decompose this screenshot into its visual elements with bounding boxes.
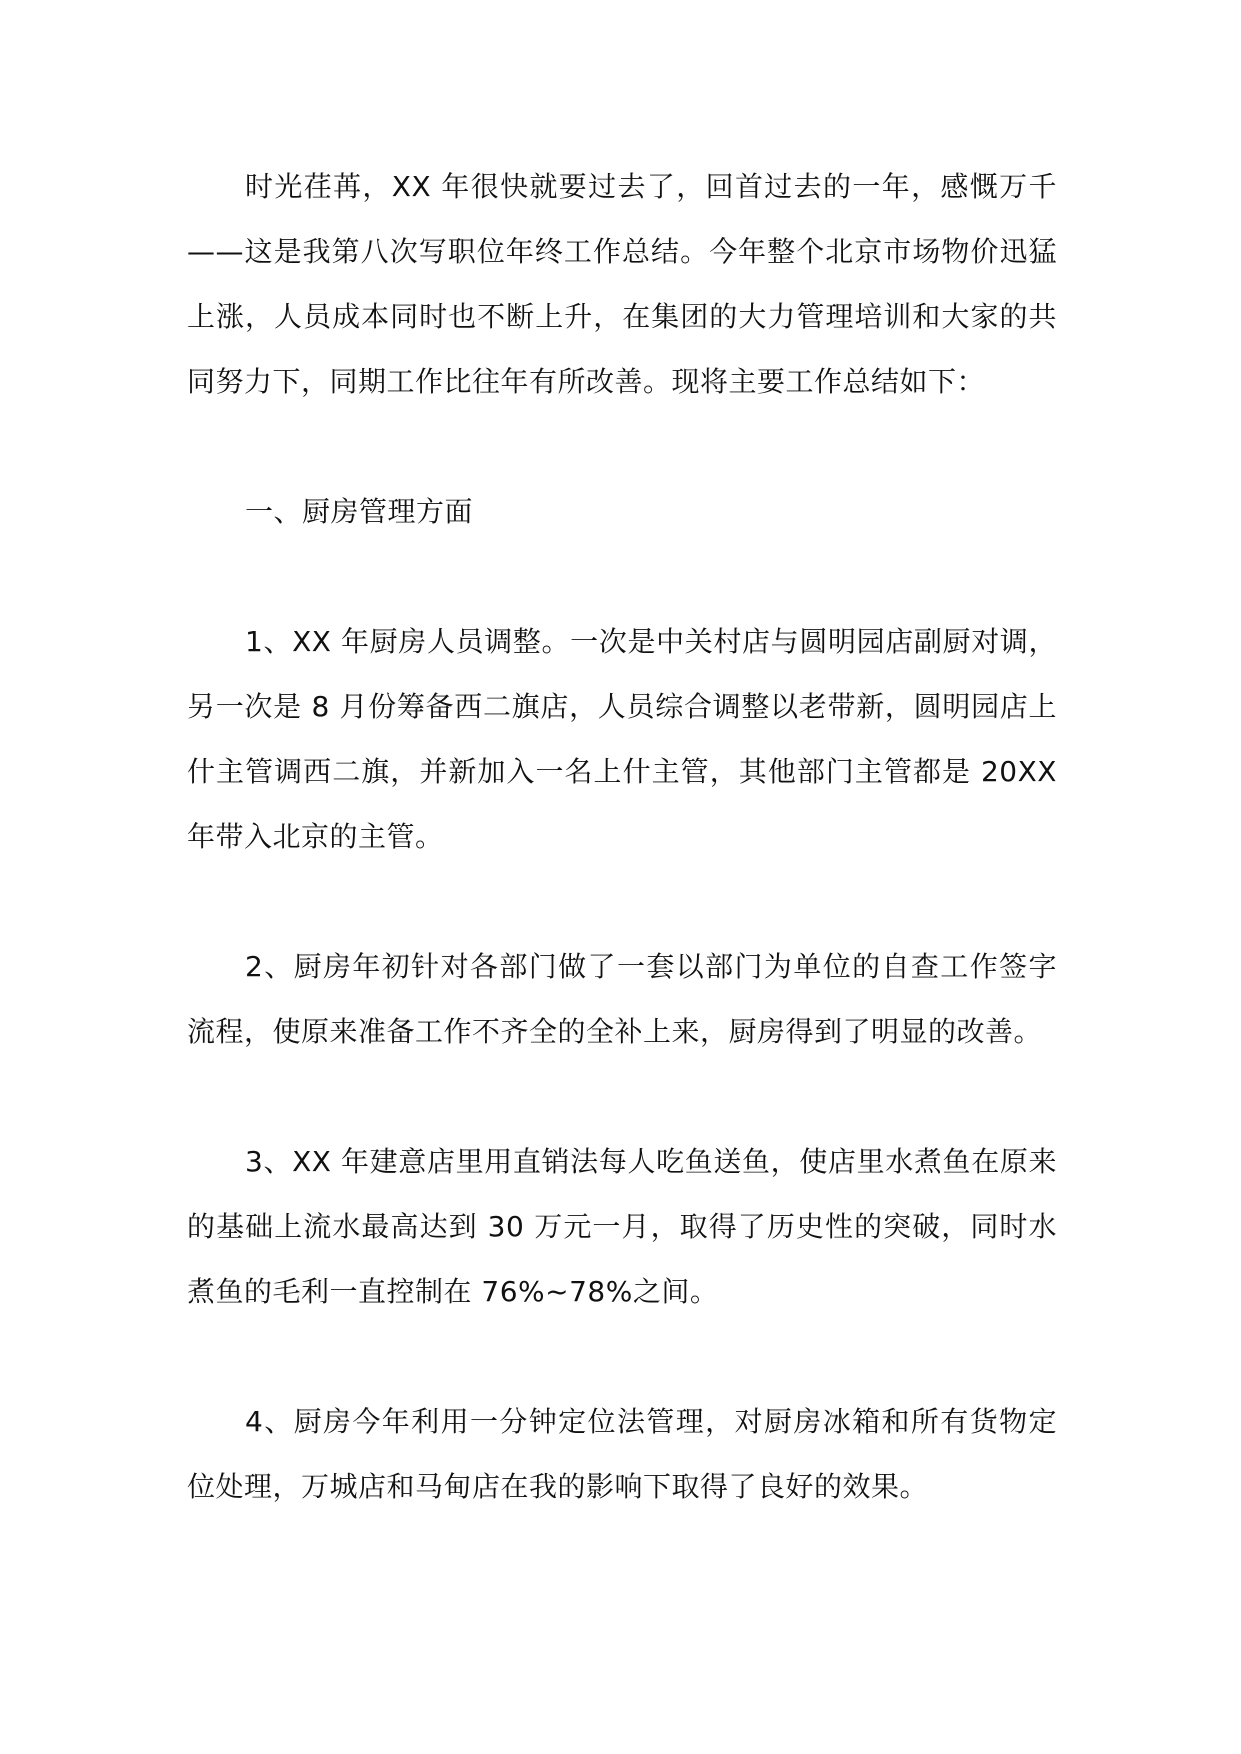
section-heading: 一、厨房管理方面 <box>245 495 474 528</box>
list-item: 3、XX 年建意店里用直销法每人吃鱼送鱼，使店里水煮鱼在原来的基础上流水最高达到 30 万元一月，取得了历史性的突破，同时水煮鱼的毛利一直控制在 76%~78%之间。 <box>187 1145 1057 1308</box>
intro-paragraph: 时光荏苒，XX 年很快就要过去了，回首过去的一年，感慨万千——这是我第八次写职位年终工作总结。今年整个北京市场物价迅猛上涨，人员成本同时也不断上升，在集团的大力管理培训和大家的共同努力下，同期工作比往年有所改善。现将主要工作总结如下： <box>187 170 1057 398</box>
paragraph-spacer <box>187 544 1057 609</box>
paragraph-spacer <box>187 869 1057 934</box>
list-item: 2、厨房年初针对各部门做了一套以部门为单位的自查工作签字流程，使原来准备工作不齐全的全补上来，厨房得到了明显的改善。 <box>187 950 1057 1048</box>
paragraph-spacer <box>187 414 1057 479</box>
paragraph-spacer <box>187 1064 1057 1129</box>
paragraph-spacer <box>187 1324 1057 1389</box>
list-item: 4、厨房今年利用一分钟定位法管理，对厨房冰箱和所有货物定位处理，万城店和马甸店在我的影响下取得了良好的效果。 <box>187 1405 1057 1503</box>
document-body <box>187 154 1057 1519</box>
list-item: 1、XX 年厨房人员调整。一次是中关村店与圆明园店副厨对调，另一次是 8 月份筹备西二旗店，人员综合调整以老带新，圆明园店上什主管调西二旗，并新加入一名上什主管，其他部门主管都是 20XX 年带入北京的主管。 <box>187 625 1057 853</box>
